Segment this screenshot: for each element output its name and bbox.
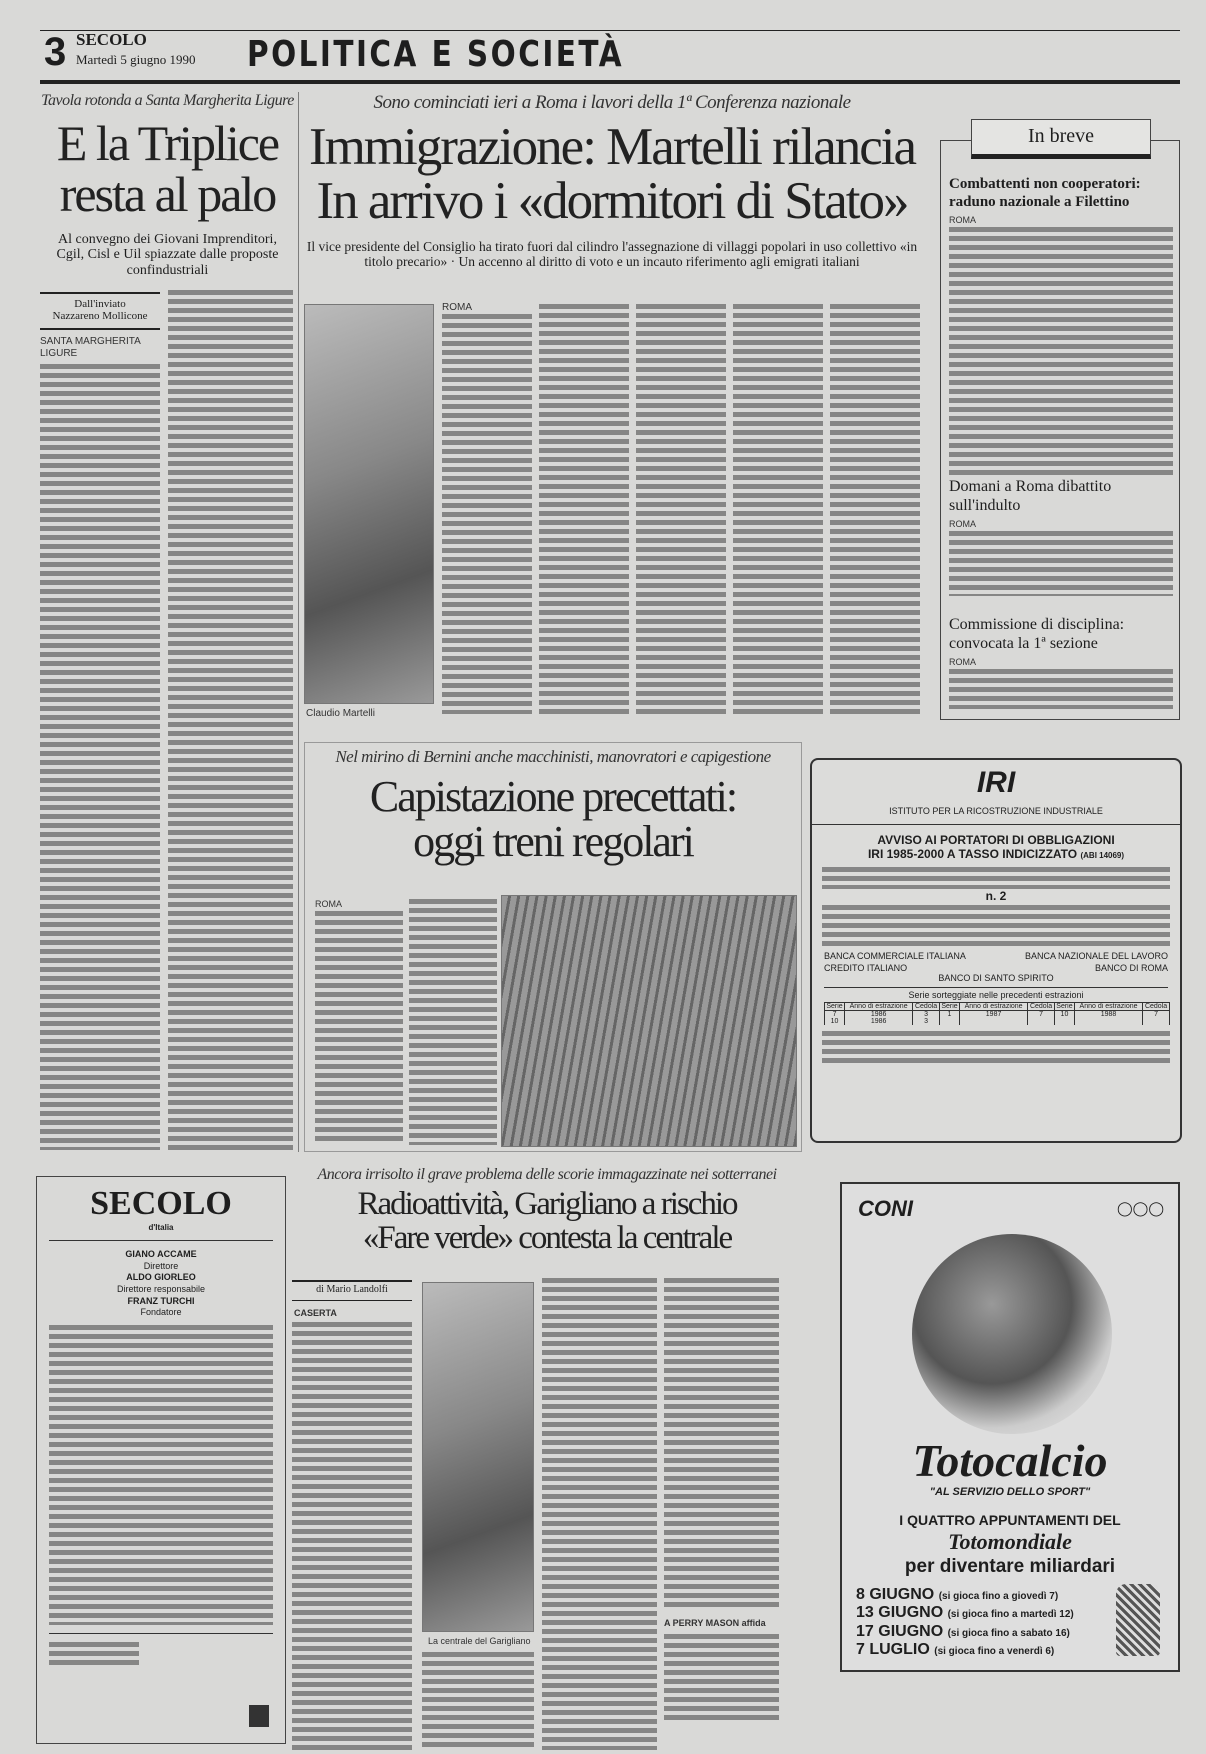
bank: BANCA NAZIONALE DEL LAVORO: [1024, 951, 1168, 961]
staff-role: Direttore: [143, 1260, 179, 1271]
body-text: [733, 304, 823, 714]
bank: CREDITO ITALIANO: [824, 963, 908, 973]
totocalcio-ad: [840, 1182, 1180, 1672]
bank: BANCO DI SANTO SPIRITO: [938, 973, 1054, 983]
iri-logo: IRI: [976, 766, 1016, 799]
table-row: [825, 1011, 1170, 1019]
totomondiale-logo: Totomondiale: [948, 1529, 1072, 1554]
table-cell: 10: [825, 1018, 845, 1025]
ad-line: I QUATTRO APPUNTAMENTI DEL: [899, 1512, 1121, 1528]
secolo-logo: SECOLO: [90, 1185, 232, 1222]
garigliano-photo: [422, 1282, 534, 1632]
body-text: [830, 304, 920, 714]
olympic-rings-icon: ◯◯◯: [1116, 1200, 1164, 1216]
body-text: [409, 899, 497, 1145]
byline: Dall'inviato Nazzareno Mollicone: [52, 298, 148, 322]
institute-name: ISTITUTO PER LA RICOSTRUZIONE INDUSTRIALE: [889, 806, 1103, 816]
dates-list: [856, 1586, 1074, 1660]
table-cell: 3: [913, 1011, 940, 1019]
masthead-box: [36, 1176, 286, 1744]
imprint-text: [49, 1325, 273, 1625]
body-text: [636, 304, 726, 714]
notice-subtitle: IRI 1985-2000 A TASSO INDICIZZATO (ABI 14069): [867, 847, 1125, 861]
table-cell: 1986: [845, 1011, 913, 1019]
main-article: [302, 92, 922, 737]
dateline: ROMA: [442, 302, 472, 313]
body-text: [539, 304, 629, 714]
notice: A PERRY MASON affida: [664, 1618, 766, 1628]
slogan: "AL SERVIZIO DELLO SPORT": [929, 1486, 1091, 1498]
kicker: Sono cominciati ieri a Roma i lavori della 1ª Conferenza nazionale: [373, 92, 851, 113]
body-text: [664, 1278, 779, 1608]
date-item: [856, 1586, 1074, 1604]
notice-title: AVVISO AI PORTATORI DI OBBLIGAZIONI: [877, 833, 1115, 847]
fieg-logo: [249, 1705, 269, 1727]
table-cell: 3: [913, 1018, 940, 1025]
section-title: POLITICA E SOCIETÀ: [247, 34, 625, 75]
table-cell: [1028, 1018, 1055, 1025]
table-cell: 7: [825, 1011, 845, 1019]
date: 13 GIUGNO: [856, 1604, 944, 1622]
brief-item: Domani a Roma dibattito sull'indulto ROMA: [949, 477, 1173, 596]
masthead-subtitle: d'Italia: [148, 1223, 174, 1232]
kicker: Ancora irrisolto il grave problema delle scorie immagazzinate nei sotterranei: [317, 1166, 777, 1183]
body-text: [168, 290, 293, 1150]
dateline: CASERTA: [294, 1308, 337, 1318]
series-table: [824, 1002, 1170, 1025]
date: 7 LUGLIO: [856, 1641, 930, 1659]
date-note: (si gioca fino a sabato 16): [947, 1627, 1070, 1639]
table-cell: [1074, 1018, 1142, 1025]
date-note: (si gioca fino a venerdì 6): [934, 1646, 1055, 1658]
body-text: [542, 1278, 657, 1750]
table-cell: 1: [939, 1011, 959, 1019]
kicker: Nel mirino di Bernini anche macchinisti, manovratori e capigestione: [335, 747, 771, 766]
table-cell: [939, 1018, 959, 1025]
bank: BANCO DI ROMA: [1094, 963, 1168, 973]
iri-ad: [810, 758, 1182, 1143]
brief-item: Commissione di disciplina: convocata la 1ª sezione ROMA: [949, 615, 1173, 709]
table-header: Anno di estrazione: [1074, 1003, 1142, 1011]
headline: Immigrazione: Martelli rilancia In arrivo i «dormitori di Stato»: [308, 118, 916, 231]
date-item: [856, 1641, 1074, 1659]
table-title: Serie sorteggiate nelle precedenti estrazioni: [824, 987, 1168, 1000]
staff-name: FRANZ TURCHI: [127, 1295, 195, 1306]
body-text: [422, 1652, 534, 1750]
staff-list: [37, 1249, 285, 1319]
date: 17 GIUGNO: [856, 1622, 944, 1640]
deck: Al convegno dei Giovani Imprenditori, Cgil, Cisl e Uil spiazzate dalle proposte confindustriali: [56, 232, 279, 278]
byline: di Mario Landolfi: [316, 1284, 388, 1295]
notice-number: n. 2: [985, 889, 1007, 903]
table-header: Serie: [941, 1003, 958, 1010]
table-cell: 7: [1143, 1011, 1170, 1019]
headline: E la Triplice resta al palo: [56, 115, 279, 222]
table-header: Anno di estrazione: [845, 1003, 913, 1011]
station-photo: [501, 895, 797, 1147]
table-header: Cedola: [1143, 1003, 1170, 1011]
table-header: Serie: [826, 1003, 843, 1010]
table-cell: [1054, 1018, 1074, 1025]
table-header: Cedola: [913, 1003, 940, 1011]
staff-name: ALDO GIORLEO: [126, 1272, 196, 1283]
photo-caption: La centrale del Garigliano: [428, 1636, 531, 1646]
bank: BANCA COMMERCIALE ITALIANA: [824, 951, 966, 961]
table-row: [825, 1018, 1170, 1025]
date-item: [856, 1604, 1074, 1622]
deck: Il vice presidente del Consiglio ha tirato fuori dal cilindro l'assegnazione di villaggi popolari in uso collettivo «in titolo precario» · Un accenno al diritto di voto e un incauto riferimento agli emigrati italiani: [306, 239, 918, 269]
table-header: Cedola: [1028, 1003, 1055, 1011]
coni-logo: CONI: [858, 1196, 913, 1221]
date-note: (si gioca fino a martedì 12): [947, 1609, 1074, 1621]
headline: Radioattività, Garigliano a rischio «Fare verde» contesta la centrale: [357, 1186, 737, 1256]
date-note: (si gioca fino a giovedì 7): [938, 1591, 1059, 1602]
table-cell: 7: [1028, 1011, 1055, 1019]
body-text: [315, 911, 403, 1145]
table-cell: 1986: [845, 1018, 913, 1025]
mascot-ciao-icon: [1116, 1584, 1160, 1656]
table-header: Serie: [1056, 1003, 1073, 1010]
body-text: [292, 1322, 412, 1750]
photo-caption: Claudio Martelli: [306, 708, 375, 719]
staff-role: Fondatore: [140, 1307, 182, 1318]
staff-name: GIANO ACCAME: [125, 1249, 197, 1259]
table-header: Anno di estrazione: [960, 1003, 1028, 1011]
dateline: ROMA: [315, 899, 342, 909]
paper-name: SECOLO: [76, 30, 147, 49]
table-cell: 1987: [960, 1011, 1028, 1019]
staff-role: Direttore responsabile: [116, 1284, 206, 1295]
ad-line: per diventare miliardari: [904, 1556, 1116, 1577]
martelli-photo: [304, 304, 434, 704]
kicker: Tavola rotonda a Santa Margherita Ligure: [41, 92, 294, 109]
brief-item: Combattenti non cooperatori: raduno nazionale a Filettino ROMA: [949, 175, 1173, 477]
left-article: [40, 92, 295, 1152]
table-cell: [1143, 1018, 1170, 1025]
dateline: SANTA MARGHERITA LIGURE: [40, 336, 141, 359]
body-text: [442, 314, 532, 714]
in-breve-box: [940, 125, 1180, 720]
table-cell: 10: [1054, 1011, 1074, 1019]
date-item: [856, 1623, 1074, 1641]
totocalcio-logo: Totocalcio: [912, 1435, 1108, 1486]
table-cell: 1988: [1074, 1011, 1142, 1019]
page-number: 3: [44, 30, 67, 74]
nuclear-article: [292, 1166, 802, 1754]
rail-article: [304, 742, 802, 1152]
table-cell: [960, 1018, 1028, 1025]
football-image: [912, 1234, 1112, 1434]
in-breve-title: In breve: [971, 119, 1151, 159]
issue-date: Martedì 5 giugno 1990: [76, 52, 196, 67]
headline: Capistazione precettati: oggi treni regolari: [369, 772, 737, 866]
body-text: [40, 364, 160, 1150]
date: 8 GIUGNO: [856, 1586, 935, 1603]
